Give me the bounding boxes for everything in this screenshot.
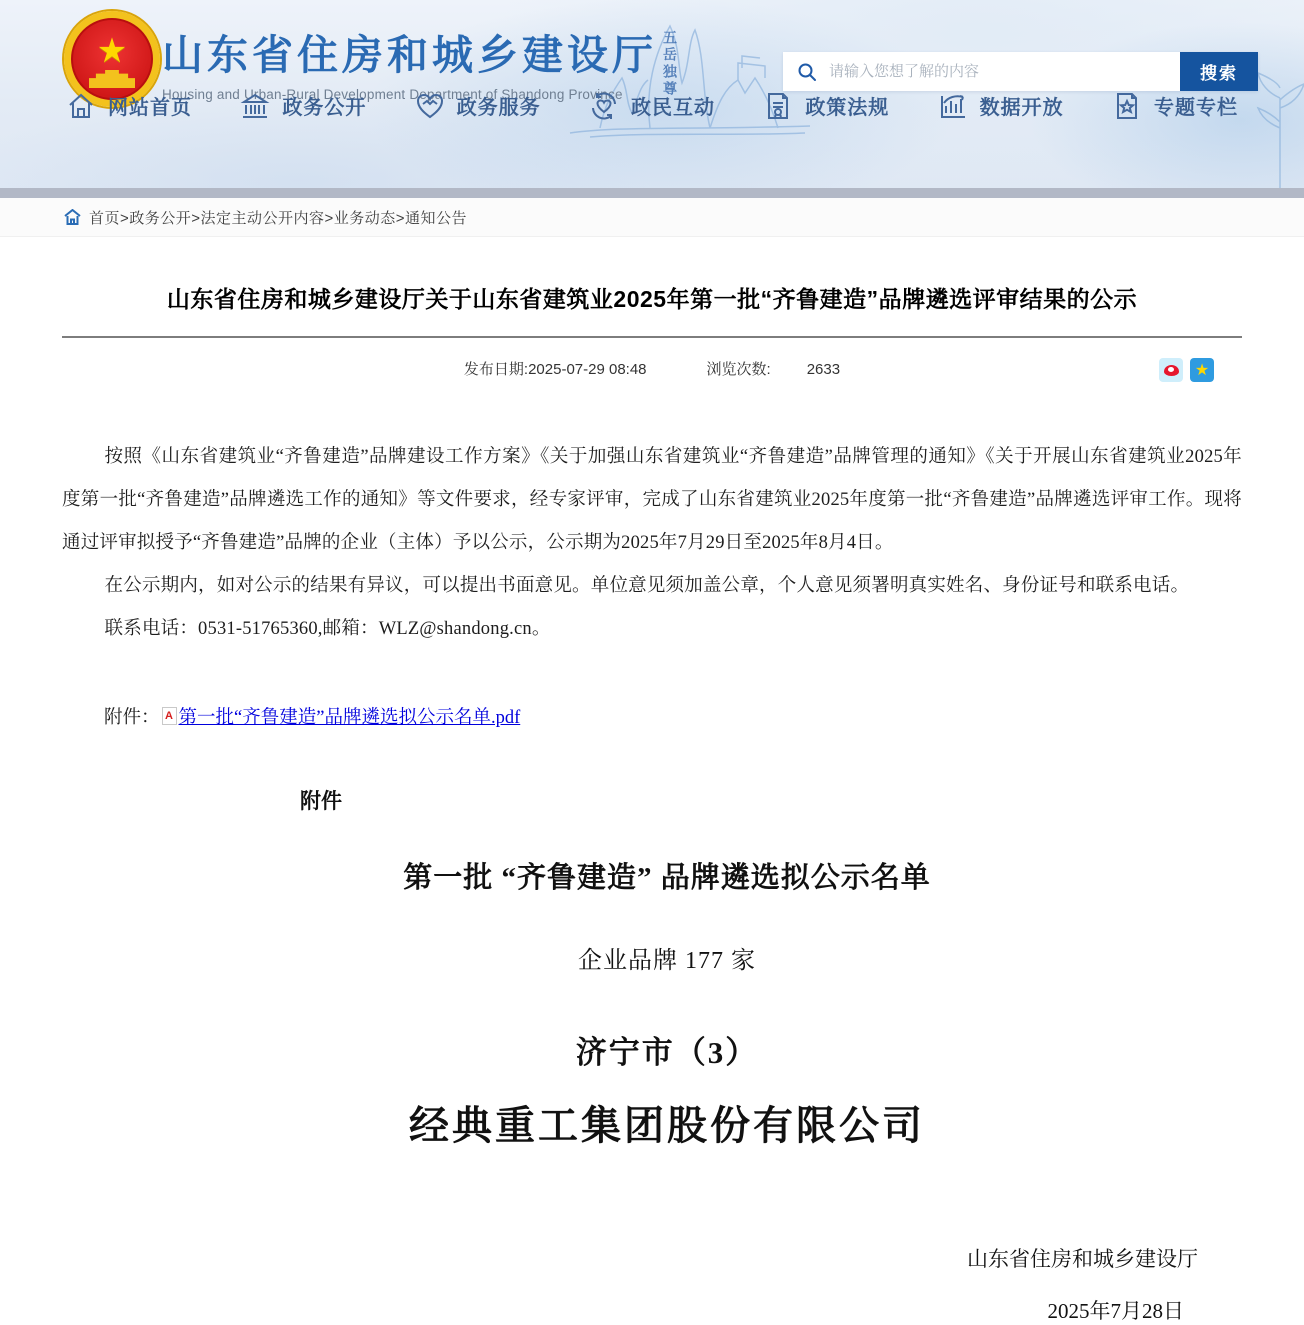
article xyxy=(0,281,1304,1325)
nav-item-policy[interactable] xyxy=(763,91,889,121)
publish-date-value: 2025-07-29 08:48 xyxy=(528,361,647,378)
pdf-heading: 第一批 “齐鲁建造” 品牌遴选拟公示名单 xyxy=(403,861,931,894)
main-navigation xyxy=(0,82,1304,135)
handshake-icon xyxy=(415,91,445,121)
site-subtitle: Housing and Urban-Rural Development Department of Shandong Province xyxy=(162,87,623,103)
site-header xyxy=(0,0,1304,135)
share-icons xyxy=(1159,358,1214,382)
data-chart-icon xyxy=(938,91,968,121)
article-meta xyxy=(62,358,1242,384)
pdf-city-line: 济宁市（3） xyxy=(575,1034,759,1070)
nav-item-interaction[interactable] xyxy=(589,91,715,121)
nav-label: 政务服务 xyxy=(456,97,541,119)
paragraph-1: 按照《山东省建筑业“齐鲁建造”品牌建设工作方案》《关于加强山东省建筑业“齐鲁建造”品牌管理的通知》《关于开展山东省建筑业2025年度第一批“齐鲁建造”品牌遴选工作的通知》等文件要求，经专家评审，完成了山东省建筑业2025年度第一批“齐鲁建造”品牌遴选评审工作。现将通过评审拟授予“齐鲁建造”品牌的企业（主体）予以公示，公示期为2025年7月29日至2025年8月4日。 xyxy=(62,447,1242,553)
attachment-link[interactable]: 第一批“齐鲁建造”品牌遴选拟公示名单.pdf xyxy=(178,707,521,728)
nav-item-home[interactable] xyxy=(66,91,192,121)
nav-label: 政务公开 xyxy=(282,97,367,119)
search-button[interactable]: 搜索 xyxy=(1180,52,1258,91)
article-title: 山东省住房和城乡建设厅关于山东省建筑业2025年第一批“齐鲁建造”品牌遴选评审结果的公示 xyxy=(166,286,1138,312)
star-document-icon xyxy=(1112,91,1142,121)
nav-label: 政民互动 xyxy=(630,97,715,119)
publish-date-label: 发布日期: xyxy=(463,361,529,378)
pdf-company-line: 经典重工集团股份有限公司 xyxy=(409,1102,925,1148)
weibo-share-icon[interactable] xyxy=(1159,358,1183,382)
nav-item-topics[interactable] xyxy=(1112,91,1238,121)
pdf-annex-label: 附件 xyxy=(300,788,342,813)
pdf-subheading: 企业品牌 177 家 xyxy=(578,947,756,974)
nav-item-gov-service[interactable] xyxy=(415,91,541,121)
emblem-star-icon: ★ xyxy=(96,32,128,70)
paragraph-2: 在公示期内，如对公示的结果有异议，可以提出书面意见。单位意见须加盖公章，个人意见须署明真实姓名、身份证号和联系电话。 xyxy=(104,575,1190,596)
views-value: 2633 xyxy=(806,361,841,378)
attachment-row xyxy=(62,703,1242,729)
meta-text xyxy=(62,358,1242,379)
search-icon xyxy=(797,62,817,82)
pdf-signature: 山东省住房和城乡建设厅 xyxy=(967,1246,1198,1271)
nav-label: 专题专栏 xyxy=(1153,97,1238,119)
title-rule xyxy=(62,336,1242,338)
pdf-signature-date: 2025年7月28日 xyxy=(1047,1298,1184,1323)
government-building-icon xyxy=(240,91,270,121)
nav-item-data[interactable] xyxy=(938,91,1064,121)
qzone-share-icon[interactable]: ★ xyxy=(1190,358,1214,382)
nav-item-gov-open[interactable] xyxy=(240,91,366,121)
views-label: 浏览次数: xyxy=(706,361,771,378)
breadcrumb-home-icon xyxy=(64,209,81,225)
site-title: 山东省住房和城乡建设厅 xyxy=(162,32,657,78)
article-body xyxy=(62,436,1242,651)
attachment-label: 附件： xyxy=(104,707,160,728)
paragraph-contact: 联系电话：0531-51765360,邮箱：WLZ@shandong.cn。 xyxy=(104,618,551,639)
policy-document-icon xyxy=(763,91,793,121)
home-icon xyxy=(66,91,96,121)
mountain-seal-text: 五岳独尊 xyxy=(661,30,676,98)
nav-label: 数据开放 xyxy=(979,97,1064,119)
weibo-eye-glyph xyxy=(1164,365,1179,376)
header-divider xyxy=(0,188,1304,198)
pdf-file-icon: A xyxy=(162,707,177,725)
nav-label: 政策法规 xyxy=(805,97,890,119)
pdf-preview xyxy=(62,785,1242,1325)
interaction-heart-icon xyxy=(589,91,619,121)
breadcrumb-bar xyxy=(0,198,1304,237)
page-header xyxy=(0,0,1304,188)
nav-label: 网站首页 xyxy=(108,97,192,119)
breadcrumb[interactable]: 首页>政务公开>法定主动公开内容>业务动态>通知公告 xyxy=(89,209,468,227)
